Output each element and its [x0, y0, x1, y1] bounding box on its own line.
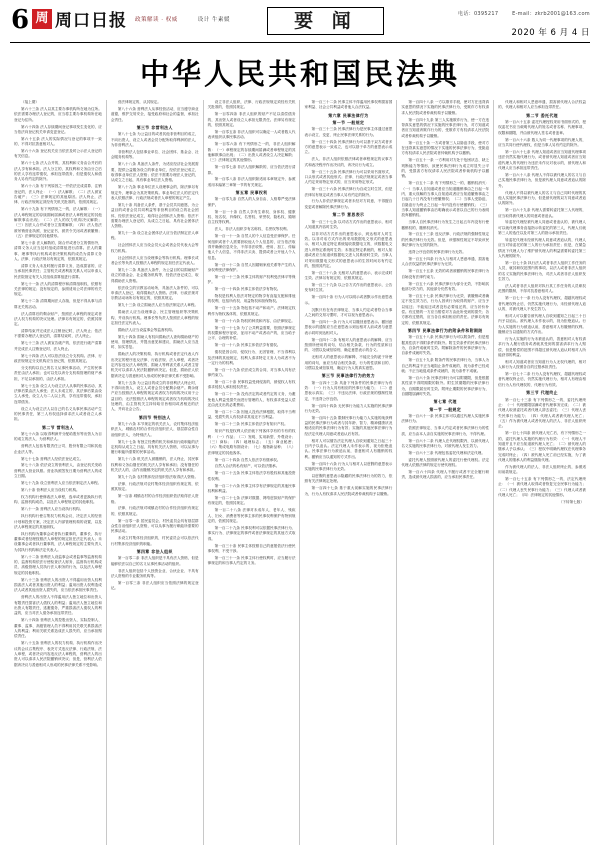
- section-headline: 要 闻: [294, 10, 357, 32]
- body-paragraph: 第一百四十八条 一方以欺诈手段，使对方在违背真实意思的情况下实施的民事法律行为，受欺诈方有权请求人民法院或者仲裁机构予以撤销。: [401, 100, 490, 115]
- body-paragraph: 非法人组织包括个人独资企业、合伙企业、不具有法人资格的专业服务机构等。: [110, 568, 199, 578]
- body-paragraph: 第一百一十一条 自然人的个人信息受法律保护。任何组织或者个人需要获取他人个人信息的，应当依法取得并确保信息安全，不得非法收集、使用、加工、传输他人个人信息，不得非法买卖、提供或者公开他人个人信息。: [207, 234, 296, 260]
- body-paragraph: 营利法人包括有限责任公司、股份有限公司和其他企业法人等。: [14, 444, 102, 454]
- article-title: 中华人民共和国民法典: [139, 57, 460, 91]
- body-paragraph: 第一百三十七条 以对话方式作出的意思表示，相对人知道其内容时生效。: [304, 219, 393, 229]
- page-number: 6: [10, 5, 30, 35]
- body-paragraph: 第一百零六条 有下列情形之一的，非法人组织解散：（一）章程规定的存续期间届满或者章程规定的其他解散事由出现；（二）出资人或者设立人决定解散；（三）法律规定的其他情形。: [207, 142, 296, 163]
- body-paragraph: 第一百一十六条 物权的种类和内容，由法律规定。: [214, 318, 295, 323]
- body-paragraph: 第七十七条 营利法人经依法登记成立。: [21, 456, 84, 461]
- section-heading: 第一节 一般规定: [332, 120, 365, 126]
- body-paragraph: 第一百二十一条 没有法定的或者约定的义务，为避免他人利益受损失而进行管理的人，有权请求受益人偿还由此支出的必要费用。: [207, 392, 296, 408]
- masthead-right: [458, 6, 590, 38]
- body-paragraph: 法律、行政法规对城镇农村的合作经济组织有规定的，依照其规定。: [110, 506, 199, 516]
- body-paragraph: 第一百六十一条 民事主体可以通过代理人实施民事法律行为。: [401, 413, 490, 424]
- body-paragraph: 第六十五条 法人的实际情况与登记的事项不一致的，不得对抗善意相对人。: [14, 136, 102, 147]
- section-heading: 第三节 非营利法人: [136, 124, 173, 130]
- body-paragraph: 第一百四十六条 行为人与相对人以虚假的意思表示实施的民事法律行为无效。: [304, 461, 393, 472]
- body-paragraph: 第八十一条 营利法人应当设执行机构。: [21, 507, 84, 512]
- body-paragraph: 物权是权利人依法对特定的物享有直接支配和排他的权利，包括所有权、用益物权和担保物权。: [207, 294, 296, 304]
- body-paragraph: 第七十条 法人解散的，除合并或者分立的情形外，清算义务人应当及时组成清算组进行清算。法人的董事、理事等执行机构或者决策机构的成员为清算义务人。法律、行政法规另有规定的，依照其规定。: [14, 241, 102, 262]
- publication-date: 2020 年 6 月 4 日: [511, 28, 590, 38]
- body-paragraph: 第一百四十三条 具备下列条件的民事法律行为有效：（一）行为人具有相应的民事行为能力；（二）意思表示真实；（三）不违反法律、行政法规的强制性规定，不违背公序良俗。: [304, 380, 393, 401]
- body-paragraph: 第七十九条 设立营利法人应当依法制定法人章程。: [21, 481, 102, 486]
- section-heading: 第二节 委托代理: [526, 112, 558, 118]
- body-paragraph: 依法设立的宗教活动场所，具备法人条件的，可以申请法人登记，取得捐助法人资格。法律、行政法规对宗教活动场所另有规定的，依照其规定。: [110, 285, 199, 301]
- body-paragraph: 第一百零五条 非法人组织可以确定一人或者数人代表该组织从事民事活动。: [207, 129, 296, 140]
- body-paragraph: 第一百五十三条 违反法律、行政法规的强制性规定的民事法律行为无效。但是，该强制性规定不导致该民事法律行为无效的除外。: [401, 232, 490, 248]
- body-paragraph: 法律、行政法规对农村集体经济组织有规定的，依照其规定。: [110, 481, 199, 492]
- body-paragraph: 第一百七十三条 有下列情形之一的，委托代理终止：（一）代理期限届满或者代理事务完成；（二）被代理人取消委托或者代理人辞去委托；（三）代理人丧失民事行为能力；（四）代理人或者被代理人死亡；（五）作为被代理人或者代理人的法人、非法人组织终止。: [498, 397, 586, 429]
- body-paragraph: 第一百四十二条 有相对人的意思表示的解释，应当按照所使用的词句，结合相关条款、行为的性质和目的、习惯以及诚信原则，确定意思表示的含义。: [304, 337, 393, 353]
- body-paragraph: 作为被代理人的法人、非法人组织终止的，参照适用前款规定。: [498, 464, 586, 475]
- body-paragraph: 第九十六条 本节规定的机关法人、农村集体经济组织法人、城镇农村的合作经济组织法人、基层群众性自治组织法人，为特别法人。: [110, 422, 199, 437]
- body-paragraph: 以虚假的意思表示隐藏的民事法律行为的效力，依照有关法律规定处理。: [304, 474, 393, 484]
- section-heading: 第三节 代理终止: [526, 390, 558, 396]
- body-paragraph: 第一百五十八条 民事法律行为可以附条件，但是根据其性质不得附条件的除外。附生效条件的民事法律行为，自条件成就时生效。附解除条件的民事法律行为，自条件成就时失效。: [401, 335, 490, 356]
- body-paragraph: 相对人可以催告被代理人自收到通知之日起三十日内予以追认。被代理人未作表示的，视为拒绝追认。行为人实施的行为被追认前，善意相对人有撤销的权利。撤销应当以通知的方式作出。: [498, 313, 586, 334]
- newspaper-logo: [32, 6, 127, 31]
- body-paragraph: 设立非法人组织，法律、行政法规规定须经有关机关批准的，依照其规定。: [207, 100, 296, 110]
- body-paragraph: 营法律规定的，从其规定。: [117, 100, 161, 104]
- body-paragraph: 以非对话方式作出的意思表示，到达相对人时生效。以非对话方式作出的采用数据电文形式的意思表示，相对人指定特定系统接收数据电文的，该数据电文进入该特定系统时生效；未指定特定系统的，相对人知道或者应当知道该数据电文进入其系统时生效。当事人对采用数据电文形式的意思表示的生效时间另有约定的，按照其约定。: [304, 231, 393, 268]
- masthead-subtitle: 政策解读 · 权威: [135, 17, 178, 23]
- masthead: [10, 6, 590, 43]
- body-paragraph: 第八十四条 营利法人的控股出资人、实际控制人、董事、监事、高级管理人员不得利用其关联关系损害法人的利益；利用关联关系造成法人损失的，应当承担赔偿责任。: [14, 618, 102, 639]
- body-paragraph: 第一百二十四条 自然人依法享有继承权。: [214, 457, 281, 462]
- body-paragraph: 第一百七十一条 行为人没有代理权、超越代理权或者代理权终止后，仍然实施代理行为，未经被代理人追认的，对被代理人不发生效力。: [498, 296, 586, 311]
- body-paragraph: 行为人非依法律规定或者未经对方同意，不得擅自变更或者解除民事法律行为。: [304, 199, 393, 209]
- body-paragraph: 第七十八条 依法设立的营利法人，由登记机关发给营利法人营业执照。营业执照签发日期为营利法人的成立日期。: [14, 463, 102, 479]
- body-paragraph: 营利法人的出资人不得滥用法人独立地位和出资人有限责任损害法人债权人的利益；滥用法人独立地位和出资人有限责任，逃避债务，严重损害法人债权人的利益的，应当对法人债务承担连带责任。: [14, 595, 102, 616]
- body-paragraph: 第八十九条 事业单位法人设理事会的，除法律另有规定外，理事会为其决策机构。事业单位法人的法定代表人依照法律、行政法规或者法人章程的规定产生。: [110, 185, 199, 200]
- body-paragraph: 第一百三十一条 民事主体行使权利时，应当履行法律规定的和当事人约定的义务。: [207, 555, 296, 566]
- body-paragraph: 法人或者非法人组织对执行其工作任务的人员职权范围的限制，不得对抗善意相对人。: [498, 284, 586, 294]
- body-paragraph: 捐助法人应当设监事会等监督机构。: [117, 327, 176, 332]
- body-paragraph: 第一百三十五条 民事法律行为可以采用书面形式、口头形式或者其他形式；法律、行政法规规定或者当事人约定采用特定形式的，应当采用特定形式。: [304, 169, 393, 185]
- body-paragraph: 第六十八条 有下列原因之一并依法完成清算、注销登记的，法人终止：（一）法人解散；（二）法人被宣告破产；（三）法律规定的其他原因。法人终止，法律、行政法规规定须经有关机关批准的，依照其规定。: [14, 184, 102, 205]
- body-paragraph: 第九十三条 设立捐助法人应当依法制定法人章程。: [117, 303, 199, 308]
- section-heading: 第七章 代理: [433, 399, 457, 405]
- body-paragraph: 委托代理人按照被代理人的委托行使代理权。法定代理人依照法律的规定行使代理权。: [401, 457, 490, 468]
- body-paragraph: 第一百六十八条 代理人不得以被代理人的名义与自己实施民事法律行为，但是被代理人同意或者追认的除外。: [498, 172, 586, 188]
- body-paragraph: 第八十七条 为公益目的或者其他非营利目的成立，不向出资人、设立人或者会员分配所取得利润的法人，为非营利法人。: [110, 132, 199, 147]
- body-paragraph: 第八十六条 营利法人从事经营活动，应当遵守商业道德，维护交易安全，接受政府和社会的监督，承担社会责任。: [110, 106, 199, 122]
- section-heading: 第三节 民事法律行为的效力: [321, 373, 376, 379]
- body-paragraph: 第一百三十六条 民事法律行为自成立时生效，但是法律另有规定或者当事人另有约定的除外。: [304, 187, 393, 197]
- body-paragraph: 法人、非法人组织享有名称权、名誉权等权利。: [214, 227, 291, 232]
- section-heading: 第二节 意思表示: [332, 212, 365, 218]
- body-paragraph: 第八十二条 营利法人设监事会或者监事等监督机构的，监督机构依法行使检查法人财务，监督执行机构成员、高级管理人员执行法人职务的行为，以及法人章程规定的其他职权。: [14, 554, 102, 575]
- body-paragraph: 法人清算后的剩余财产，按照法人章程的规定或者法人权力机构的决议处理。法律另有规定的，依照其规定。: [14, 311, 102, 327]
- body-paragraph: 违背公序良俗的民事法律行为无效。: [408, 250, 466, 255]
- body-paragraph: 第一百七十二条 行为人没有代理权、超越代理权或者代理权终止后，仍然实施代理行为，相对人有理由相信行为人有代理权的，代理行为有效。: [498, 372, 586, 387]
- article-column: [299, 100, 396, 845]
- body-paragraph: 第八十八条 具备法人条件，为适应经济社会发展需要，提供公益服务设立的事业单位，经依法登记成立，取得事业单位法人资格；依法不需要办理法人登记的，从成立之日起，具有事业单位法人资格。: [110, 162, 199, 183]
- body-paragraph: 当事人自民事法律行为发生之日起五年内没有行使撤销权的，撤销权消灭。: [401, 220, 490, 230]
- body-paragraph: 无相对人的意思表示的解释，不能完全拘泥于所使用的词句，而应当结合相关条款、行为的性质和目的、习惯以及诚信原则，确定行为人的真实意思。: [304, 355, 393, 370]
- body-paragraph: 社会团体法人应当设会员大会或者会员代表大会等权力机构。: [110, 243, 199, 253]
- body-paragraph: 第一百一十四条 民事主体依法享有物权。: [214, 287, 281, 292]
- body-paragraph: 第九十五条 为公益目的成立的非营利法人终止时，不得向出资人、设立人或者会员分配剩余财产。剩余财产应当按照法人章程的规定或者权力机构的决议用于公益目的；无法按照法人章程的规定或者权力机构的决议处理的，由主管机关主持转给宗旨相同或者相近的法人，并向社会公告。: [110, 380, 199, 412]
- article-column: [106, 100, 203, 845]
- body-paragraph: 第九十一条 设立社会团体法人应当依法制定法人章程。: [110, 231, 199, 241]
- body-paragraph: 第九十条 具备法人条件，基于会员共同意愿，为公益目的或者会员共同利益等非营利目的设立的社会团体，经依法登记成立，取得社会团体法人资格；依法不需要办理法人登记的，从成立之日起，具有社会团体法人资格。: [110, 202, 199, 229]
- body-paragraph: 第一百五十五条 无效的或者被撤销的民事法律行为自始没有法律约束力。: [401, 269, 490, 279]
- body-paragraph: 第七十四条 法人可以依法设立分支机构。法律、行政法规规定分支机构应当登记的，依照其规定。: [14, 353, 102, 364]
- body-paragraph: 转委托代理未经被代理人同意或者追认的，代理人应当对转委托的第三人的行为承担责任；但是，在紧急情况下代理人为了维护被代理人的利益需要转委托第三人代理的除外。: [498, 238, 586, 259]
- body-paragraph: 第七十五条 设立人为设立法人从事的民事活动，其法律后果由法人承受；法人未成立的，其法律后果由设立人承受，设立人为二人以上的，享有连带债权，承担连带债务。: [14, 383, 102, 404]
- body-paragraph: 第八十条 营利法人应当设权力机构。: [21, 488, 80, 492]
- body-paragraph: 第一百零二条 非法人组织是不具有法人资格，但是能够依法以自己的名义从事民事活动的组织。: [110, 556, 199, 566]
- section-heading: 第一节 一般规定: [429, 406, 462, 412]
- masthead-phone: 电话：0395217: [458, 11, 499, 17]
- body-paragraph: 转委托代理经被代理人同意或者追认的，被代理人可以就代理事务直接指示转委托的第三人，代理人仅就第三人的选任以及对第三人的指示承担责任。: [498, 220, 586, 236]
- section-heading: 第四节 特别法人: [138, 414, 171, 420]
- body-paragraph: 清算义务人未及时履行清算义务，造成损害的，应当承担民事责任；主管机关或者利害关系人可以申请人民法院指定有关人员组成清算组进行清算。: [14, 263, 102, 279]
- body-paragraph: 第一百五十二条 有下列情形之一的，撤销权消灭：（一）当事人自知道或者应当知道撤销事由之日起一年内、重大误解的当事人自知道或者应当知道撤销事由之日起九十日内没有行使撤销权；（二）当事人受胁迫，自胁迫行为终止之日起一年内没有行使撤销权；（三）当事人知道撤销事由后明确表示或者以自己的行为表明放弃撤销权。: [401, 181, 490, 218]
- section-heading: 第四节 民事法律行为的附条件和附期限: [407, 327, 483, 333]
- body-paragraph: 第六十九条 有下列情形之一的，法人解散：（一）法人章程规定的存续期间届满或者法人章程规定的其他解散事由出现；（二）法人的权力机构决议解散；（三）因法人合并或者分立需要解散；（四）法人依法被吊销营业执照、登记证书，被责令关闭或者被撤销；（五）法律规定的其他情形。: [14, 207, 102, 239]
- body-paragraph: 第七十三条 法人被宣告破产的，依法进行破产清算并完成法人注销登记时，法人终止。: [14, 341, 102, 351]
- body-paragraph: 清算结束并完成法人注销登记时，法人终止；依法不需要办理法人登记的，清算结束时，法人终止。: [14, 329, 102, 339]
- body-paragraph: 第一百零八条 非法人组织除适用本章规定外，参照适用本编第三章第一节的有关规定。: [207, 177, 296, 187]
- logo-mark-icon: 周: [32, 9, 52, 29]
- section-heading: 第六章 民事法律行为: [328, 112, 369, 118]
- body-paragraph: 代理人不得以被代理人的名义与自己同时代理的其他人实施民事法律行为，但是被代理的双方同意或者追认的除外。: [498, 190, 586, 206]
- article-column: [396, 100, 493, 845]
- body-paragraph: 权力机构行使修改法人章程，选举或者更换执行机构、监督机构成员，以及法人章程规定的其他职权。: [14, 494, 102, 505]
- body-paragraph: 第九十七条 有独立经费的机关和承担行政职能的法定机构从成立之日起，具有机关法人资格，可以从事为履行职能所需要的民事活动。: [110, 439, 199, 455]
- body-paragraph: 第六十七条 法人合并的，其权利和义务由合并后的法人享有和承担。法人分立的，其权利和义务由分立后的法人享有连带债权，承担连带债务，但是债权人和债务人另有约定的除外。: [14, 161, 102, 182]
- body-paragraph: 第一百三十四条 民事法律行为可以基于双方或者多方的意思表示一致成立，也可以基于单方的意思表示成立。: [304, 139, 393, 155]
- body-paragraph: 第一百七十五条 有下列情形之一的，法定代理终止：（一）被代理人取得或者恢复完全民事行为能力；（二）代理人丧失民事行为能力；（三）代理人或者被代理人死亡；（四）法律规定的其他情形。: [498, 477, 586, 498]
- body-paragraph: 第七十二条 清算期间法人存续，但是不得从事与清算无关的活动。: [14, 299, 102, 309]
- body-paragraph: 代理人和相对人恶意串通，损害被代理人合法权益的，代理人和相对人应当承担连带责任。: [498, 100, 586, 110]
- article-column: [203, 100, 300, 845]
- body-paragraph: 第一百二十二条 因他人没有法律根据，取得不当利益，受损失的人有权请求其返还不当利益。: [207, 410, 296, 420]
- body-paragraph: 第一百三十三条 民事法律行为是民事主体通过意思表示设立、变更、终止民事法律关系的行为。: [304, 127, 393, 137]
- body-paragraph: 第一百六十三条 代理包括委托代理和法定代理。: [408, 450, 485, 455]
- body-paragraph: 第一百一十条 自然人享有生命权、身体权、健康权、姓名权、肖像权、名誉权、荣誉权、隐私权、婚姻自主权等权利。: [207, 209, 296, 225]
- body-paragraph: 第一百三十九条 以公告方式作出的意思表示，公告发布时生效。: [304, 283, 393, 293]
- body-paragraph: 捐助法人的决策机构、执行机构或者法定代表人作出决定的程序违反法律、行政法规、法人章程，或者决定内容违反法人章程的，捐助人等利害关系人或者主管机关可以请求人民法院撤销该决定。但是，捐助法人依据该决定与善意相对人形成的民事法律关系不受影响。: [110, 352, 199, 378]
- body-paragraph: 第一百六十六条 数人为同一代理事项的代理人的，应当共同行使代理权，但是当事人另有约定的除外。: [498, 137, 586, 147]
- body-paragraph: 相对人可以催告法定代理人自收到通知之日起三十日内予以追认。法定代理人未作表示的，视为拒绝追认。民事法律行为被追认前，善意相对人有撤销的权利。撤销应当以通知的方式作出。: [304, 438, 393, 459]
- body-paragraph: 第六十四条 法人存续期间登记事项发生变化的，应当依法向登记机关申请变更登记。: [14, 124, 102, 134]
- masthead-email: E-mail：zkrb2001@163.com: [512, 11, 590, 17]
- article-column: [493, 100, 590, 845]
- body-paragraph: 第一百四十七条 基于重大误解实施的民事法律行为，行为人有权请求人民法院或者仲裁机构予以撤销。: [304, 486, 393, 496]
- body-paragraph: 捐助法人应当设理事会、民主管理组织等决策机构，并设执行机构。理事长等负责人按照法人章程的规定担任法定代表人。: [110, 310, 199, 325]
- body-paragraph: 第一百五十条 一方或者第三人以胁迫手段，使对方在违背真实意思的情况下实施的民事法律行为，受胁迫方有权请求人民法院或者仲裁机构予以撤销。: [401, 140, 490, 156]
- body-paragraph: 未设立村集体经济组织的，村民委员会可以依法代行村集体经济组织的职能。: [110, 536, 199, 546]
- body-paragraph: 第一百二十六条 民事主体享有法律规定的其他民事权利和利益。: [207, 483, 296, 494]
- body-paragraph: 设立人为设立法人以自己的名义从事民事活动产生的民事责任，第三人有权选择请求法人或者设立人承担。: [14, 406, 102, 422]
- body-paragraph: 第一百二十八条 法律对未成年人、老年人、残疾人、妇女、消费者等民事主体的民事权利保护有特别规定的，依照其规定。: [207, 508, 296, 523]
- section-heading: 第四章 非法人组织: [136, 549, 173, 555]
- body-paragraph: 行为人实施的行为未被追认的，善意相对人有权请求行为人履行债务或者就其受到的损害请求行为人赔偿，但是赔偿的范围不得超过被代理人追认时相对人所能获得的利益。: [498, 336, 586, 357]
- body-paragraph: 第一百六十七条 代理人知道或者应当知道代理事项违法仍然实施代理行为，或者被代理人知道或者应当知道代理人的代理行为违法未作反对表示的，被代理人和代理人应当承担连带责任。: [498, 149, 586, 170]
- body-paragraph: 执行机构行使召集权力机构会议，决定法人的经营计划和投资方案，决定法人内部管理机构的设置，以及法人章程规定的其他职权。: [14, 514, 102, 529]
- body-paragraph: 第一百零七条 非法人组织解散的，应当依法进行清算。: [207, 165, 296, 175]
- body-paragraph: 第七十一条 法人的清算程序和清算组职权，依照有关法律的规定；没有规定的，参照适用公司法律的有关规定。: [14, 281, 102, 297]
- body-paragraph: 第一百二十七条 法律对数据、网络虚拟财产的保护有规定的，依照其规定。: [207, 495, 296, 506]
- body-paragraph: 第六十三条 法人以其主要办事机构所在地为住所。依法需要办理法人登记的，应当将主要办事机构所在地登记为住所。: [14, 106, 102, 122]
- body-paragraph: 第九十四条 捐助人有权向捐助法人查询捐助财产的使用、管理情况，并提出意见和建议，捐助法人应当及时、如实答复。: [110, 334, 199, 350]
- body-paragraph: 第一百一十五条 物包括不动产和动产。法律规定权利作为物权客体的，依照其规定。: [207, 306, 296, 316]
- body-paragraph: 第九十九条 农村集体经济组织依法取得法人资格。: [117, 474, 199, 479]
- body-paragraph: 第一百五十四条 行为人与相对人恶意串通，损害他人合法权益的民事法律行为无效。: [401, 257, 490, 267]
- body-paragraph: 第九十八条 机关法人被撤销的，法人终止，其民事权利和义务由继任的机关法人享有和承担；没有继任的机关法人的，由作出撤销决定的机关法人享有和承担。: [110, 457, 199, 472]
- body-paragraph: 第一百五十六条 民事法律行为部分无效，不影响其他部分效力的，其他部分仍然有效。: [401, 281, 490, 291]
- article-columns: [10, 100, 590, 845]
- body-paragraph: 第一百一十七条 为了公共利益需要，依照法律规定的权限和程序征收、征用不动产或者动产的，应当给予公平、合理的补偿。: [207, 325, 296, 341]
- section-heading: 第五章 民事权利: [235, 190, 268, 196]
- section-heading: 第二节 营利法人: [42, 424, 74, 430]
- body-paragraph: 第一百七十条 执行法人或者非法人组织工作任务的人员，就其职权范围内的事项，以法人或者非法人组织的名义实施的民事法律行为，对法人或者非法人组织发生效力。: [498, 261, 586, 282]
- body-paragraph: 第一百七十四条 被代理人死亡后，有下列情形之一的，委托代理人实施的代理行为有效：（一）代理人不知道并且不应当知道被代理人死亡；（二）被代理人的继承人予以承认；（三）授权中明确代理权在代理事务完成时终止；（四）被代理人死亡前已经实施，为了被代理人的继承人的利益继续代理。: [498, 431, 586, 462]
- body-paragraph: 第一百三十二条 民事主体不得滥用民事权利损害国家利益、社会公共利益或者他人合法权益。: [304, 100, 393, 110]
- body-paragraph: 第一百条 城镇农村的合作经济组织依法取得法人资格。: [110, 494, 199, 504]
- body-paragraph: 第一百三十条 民事主体按照自己的意愿依法行使民事权利，不受干涉。: [207, 543, 296, 553]
- body-paragraph: 第一百六十二条 代理人在代理权限内，以被代理人名义实施的民事法律行为，对被代理人发生效力。: [401, 438, 490, 448]
- body-paragraph: （接上期）: [21, 100, 39, 104]
- body-paragraph: 知识产权是权利人依法就下列客体享有的专有的权利：（一）作品；（二）发明、实用新型、外观设计；（三）商标；（四）地理标志；（五）商业秘密；（六）集成电路布图设计；（七）植物新品种；（八）法律规定的其他客体。: [207, 429, 296, 455]
- body-paragraph: 第一百四十一条 行为人可以撤回意思表示。撤回意思表示的通知应当在意思表示到达相对人前或者与意思表示同时到达相对人。: [304, 319, 393, 335]
- body-paragraph: 依照法律规定、当事人约定或者民事法律行为的性质，应当由本人亲自实施的民事法律行为，不得代理。: [401, 426, 490, 436]
- body-paragraph: 第一百四十四条 无民事行为能力人实施的民事法律行为无效。: [304, 403, 393, 413]
- body-paragraph: 第一百四十五条 限制民事行为能力人实施的纯获利益的民事法律行为或者与其年龄、智力、精神健康状况相适应的民事法律行为有效；实施的其他民事法律行为经法定代理人同意或者追认后有效。: [304, 415, 393, 436]
- body-paragraph: 第七十六条 以取得利润并分配给股东等出资人为目的成立的法人，为营利法人。: [14, 431, 102, 442]
- body-paragraph: 第一百二十三条 民事主体依法享有知识产权。: [214, 422, 288, 427]
- masthead-contact: [458, 10, 590, 17]
- body-paragraph: 债权是因合同、侵权行为、无因管理、不当得利以及法律的其他规定，权利人请求特定义务人为或者不为一定行为的权利。: [207, 350, 296, 365]
- body-paragraph: 第一百二十九条 民事权利可以依据民事法律行为、事实行为、法律规定的事件或者法律规定的其他方式取得。: [207, 525, 296, 541]
- body-paragraph: 第一百二十五条 民事主体依法享有股权和其他投资性权利。: [207, 471, 296, 481]
- body-paragraph: 第八十三条 营利法人的出资人不得滥用出资人权利损害法人或者其他出资人的利益；滥用出资人权利造成法人或者其他出资人损失的，应当依法承担民事责任。: [14, 577, 102, 593]
- continuation-note: （下转第七版）: [558, 500, 584, 505]
- body-paragraph: 第一百五十七条 民事法律行为无效、被撤销或者确定不发生效力后，行为人因该行为取得的财产，应当予以返还；不能返还或者没有必要返还的，应当折价补偿。有过错的一方应当赔偿对方由此所受到的损失；各方都有过错的，应当各自承担相应的责任。法律另有规定的，依照其规定。: [401, 293, 490, 325]
- body-paragraph: 执行机构为董事会或者执行董事的，董事长、执行董事或者经理按照法人章程的规定担任法定代表人；未设董事会或者执行董事的，法人章程规定的主要负责人为其执行机构和法定代表人。: [14, 531, 102, 552]
- body-paragraph: 法人、非法人组织依照法律或者章程规定的议事方式和表决程序作出决议的，该决议行为成立。: [304, 157, 393, 167]
- body-paragraph: 第一百六十五条 委托代理授权采用书面形式的，授权委托书应当载明代理人的姓名或者名称、代理事项、权限和期限，并由被代理人签名或者盖章。: [498, 120, 586, 135]
- body-paragraph: 分支机构以自己的名义从事民事活动，产生的民事责任由法人承担；也可以先以该分支机构管理的财产承担，不足以承担的，由法人承担。: [14, 365, 102, 381]
- body-paragraph: 第一百零三条 非法人组织应当依照法律的规定登记。: [110, 580, 199, 591]
- body-paragraph: 第一百二十条 民事权益受到侵害的，被侵权人有权请求侵权人承担侵权责任。: [207, 380, 296, 390]
- body-paragraph: 第一百四十九条 第三人实施欺诈行为，使一方在违背真实意思的情况下实施的民事法律行为，对方知道或者应当知道该欺诈行为的，受欺诈方有权请求人民法院或者仲裁机构予以撤销。: [401, 117, 490, 138]
- body-paragraph: 第一百零四条 非法人组织的财产不足以清偿债务的，其出资人或者设立人承担无限责任。法律另有规定的，依照其规定。: [207, 112, 296, 127]
- body-paragraph: 第一百一十三条 民事主体的财产权利受法律平等保护。: [207, 274, 296, 285]
- body-paragraph: 非营利法人包括事业单位、社会团体、基金会、社会服务机构等。: [110, 149, 199, 160]
- body-paragraph: 第九十二条 具备法人条件，为公益目的以捐助财产设立的基金会、社会服务机构等，经依法登记成立，取得捐助法人资格。: [110, 267, 199, 283]
- masthead-editor: 设计 牛素媛: [197, 17, 230, 23]
- section-headline-box: [267, 7, 384, 35]
- body-paragraph: 第一百四十条 行为人可以明示或者默示作出意思表示。: [304, 295, 393, 305]
- body-paragraph: 第六十六条 登记机关应当依法及时公示法人登记的有关信息。: [14, 149, 102, 159]
- body-paragraph: 第一百一十八条 民事主体依法享有债权。: [214, 343, 281, 348]
- article-column: [10, 100, 106, 845]
- body-paragraph: 相对人知道或者应当知道行为人无权代理的，相对人和行为人按照各自的过错承担责任。: [498, 359, 586, 370]
- body-paragraph: 沉默只有在有法律规定、当事人约定或者符合当事人之间的交易习惯时，才可以视为意思表示。: [304, 307, 393, 317]
- body-paragraph: 第一百一十二条 自然人因婚姻家庭关系等产生的人身权利受法律保护。: [207, 262, 296, 272]
- body-paragraph: 第一百六十九条 代理人需要转委托第三人代理的，应当取得被代理人的同意或者追认。: [498, 208, 586, 218]
- body-paragraph: 第一百六十条 民事法律行为可以附期限，但是根据其性质不得附期限的除外。附生效期限的民事法律行为，自期限届至时生效。附终止期限的民事法律行为，自期限届满时失效。: [401, 375, 490, 396]
- body-paragraph: 第一百一十九条 依法成立的合同，对当事人具有法律约束力。: [207, 367, 296, 378]
- newspaper-name: 周口日报: [55, 11, 127, 31]
- body-paragraph: 第一百零一条 居民委员会、村民委员会具有基层群众性自治组织法人资格，可以从事为履行职能所需要的民事活动。: [110, 518, 199, 534]
- body-paragraph: 第一百三十八条 无相对人的意思表示，表示完成时生效。法律另有规定的，依照其规定。: [304, 270, 393, 281]
- body-paragraph: 第八十五条 营利法人的权力机构、执行机构作出决议的会议召集程序、表决方式违反法律、行政法规、法人章程，或者决议内容违反法人章程的，营利法人的出资人可以请求人民法院撤销该决议；但是，营利法人依据该决议与善意相对人形成的民事法律关系不受影响。: [14, 641, 102, 667]
- body-paragraph: 第一百五十一条 一方利用对方处于危困状态、缺乏判断能力等情形，致使民事法律行为成立时显失公平的，受损害方有权请求人民法院或者仲裁机构予以撤销。: [401, 158, 490, 179]
- body-paragraph: 第一百六十四条 代理人不履行或者不完全履行职责，造成被代理人损害的，应当承担民事责任。: [401, 470, 490, 480]
- body-paragraph: 第一百五十九条 附条件的民事法律行为，当事人为自己的利益不正当地阻止条件成就的，视为条件已经成就；不正当地促成条件成就的，视为条件不成就。: [401, 358, 490, 373]
- body-paragraph: 自然人合法的私有财产，可以依法继承。: [214, 464, 280, 469]
- body-paragraph: 社会团体法人应当设理事会等执行机构。理事长或者会长等负责人按照法人章程的规定担任法定代表人。: [110, 255, 199, 266]
- body-paragraph: 第一百零九条 自然人的人身自由、人格尊严受法律保护。: [207, 197, 296, 207]
